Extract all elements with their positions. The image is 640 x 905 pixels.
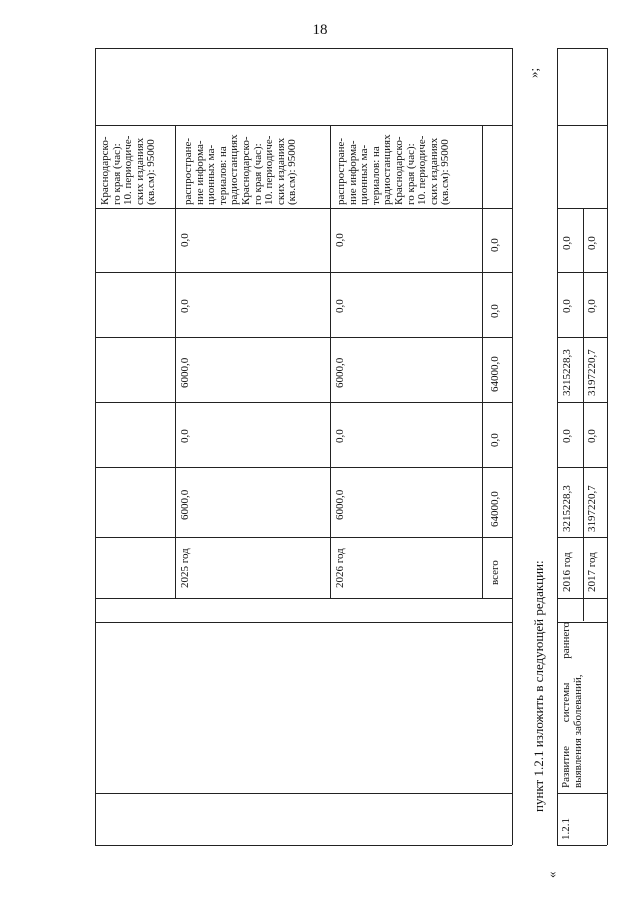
desc-cell: Краснодарско- го края (час): 10. периодиче- ских изданиях (кв.см): 95000	[99, 135, 158, 205]
desc-cell: распростране- ние информа- ционных ма- териалов: на радиостанциях Краснодарско- го края (час): 10. периодиче- ских изданиях (кв.см): 95000	[182, 134, 299, 205]
table-grid-line	[557, 598, 607, 599]
value-cell-total: 64000,0	[489, 491, 501, 527]
table-grid-line	[583, 208, 584, 621]
value-cell-ext: 0,0	[586, 236, 598, 250]
table-border	[95, 48, 96, 845]
table-grid-line	[557, 272, 607, 273]
value-cell-ext: 0,0	[334, 233, 346, 247]
value-cell-fed: 0,0	[586, 429, 598, 443]
page-number: 18	[312, 22, 328, 38]
value-cell-fed: 0,0	[561, 429, 573, 443]
value-cell-reg: 64000,0	[489, 356, 501, 392]
open-quote: «	[544, 871, 559, 878]
value-cell-reg: 3197220,7	[586, 349, 598, 396]
value-cell-total: 3215228,3	[561, 485, 573, 532]
value-cell-fed: 0,0	[179, 429, 191, 443]
desc-cell: распростране- ние информа- ционных ма- териалов: на радиостанциях Краснодарско- го края (час): 10. периодиче- ских изданиях (кв.см): 95000	[335, 134, 452, 205]
year-cell: 2025 год	[179, 548, 191, 588]
table-grid-line	[95, 272, 512, 273]
table-grid-line	[557, 793, 607, 794]
table-grid-line	[95, 622, 512, 623]
close-quote: »;	[526, 67, 541, 78]
table-grid-line	[557, 537, 607, 538]
table-border	[607, 48, 608, 845]
table-border	[95, 48, 512, 49]
value-cell-fed: 0,0	[334, 429, 346, 443]
table-grid-line	[95, 537, 512, 538]
table-grid-line	[95, 402, 512, 403]
value-cell-loc: 0,0	[489, 304, 501, 318]
value-cell-loc: 0,0	[586, 299, 598, 313]
value-cell-ext: 0,0	[179, 233, 191, 247]
year-cell: 2017 год	[586, 552, 598, 592]
value-cell-fed: 0,0	[489, 433, 501, 447]
value-cell-loc: 0,0	[179, 299, 191, 313]
value-cell-total: 6000,0	[334, 489, 346, 520]
value-cell-loc: 0,0	[561, 299, 573, 313]
intro-text: пункт 1.2.1 изложить в следующей редакции:	[531, 560, 546, 812]
year-cell: 2026 год	[334, 548, 346, 588]
table-grid-line	[557, 467, 607, 468]
table-grid-line	[95, 337, 512, 338]
table-grid-line	[482, 125, 483, 598]
table-grid-line	[95, 467, 512, 468]
value-cell-reg: 6000,0	[334, 357, 346, 388]
value-cell-loc: 0,0	[334, 299, 346, 313]
table-grid-line	[557, 402, 607, 403]
value-cell-total: 3197220,7	[586, 485, 598, 532]
table-grid-line	[175, 125, 176, 598]
table-grid-line	[557, 125, 607, 126]
table-border	[557, 48, 607, 49]
table-grid-line	[95, 208, 512, 209]
value-cell-ext: 0,0	[561, 236, 573, 250]
table-grid-line	[95, 598, 512, 599]
table-grid-line	[557, 337, 607, 338]
table-border	[557, 845, 607, 846]
value-cell-reg: 6000,0	[179, 357, 191, 388]
table-grid-line	[330, 125, 331, 598]
table-border	[95, 845, 512, 846]
table-grid-line	[557, 208, 607, 209]
value-cell-reg: 3215228,3	[561, 349, 573, 396]
value-cell-ext: 0,0	[489, 238, 501, 252]
table-border	[512, 48, 513, 845]
row-number: 1.2.1	[560, 818, 572, 840]
table-grid-line	[95, 793, 512, 794]
row-name: Развитие системы раннего выявления заболеваний,	[560, 622, 584, 788]
total-label: всего	[489, 560, 501, 585]
year-cell: 2016 год	[561, 552, 573, 592]
value-cell-total: 6000,0	[179, 489, 191, 520]
table-grid-line	[95, 125, 512, 126]
table-border	[557, 48, 558, 845]
